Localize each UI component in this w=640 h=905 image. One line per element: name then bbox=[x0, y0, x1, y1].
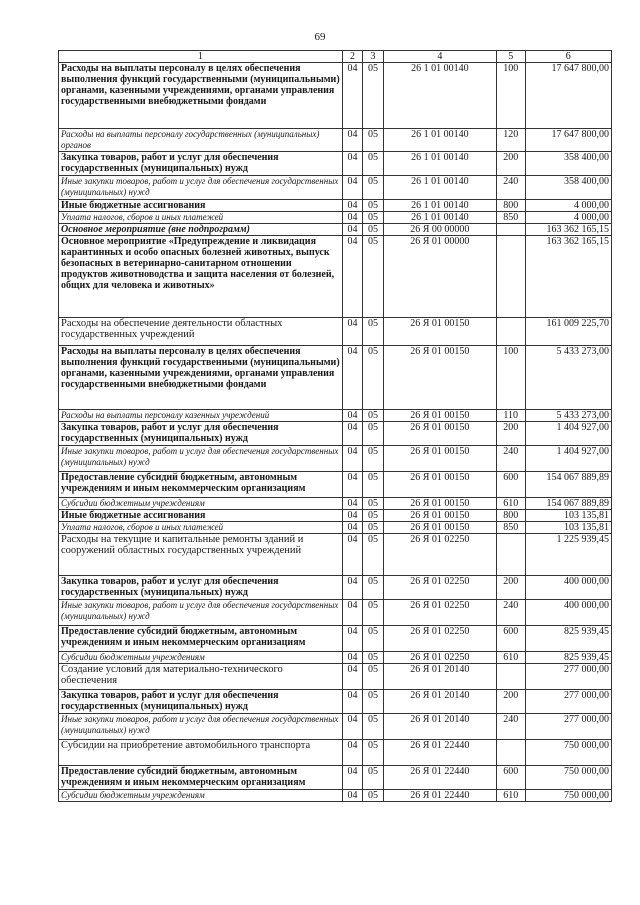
row-expense-type-cell bbox=[496, 740, 525, 766]
row-podrazdel-cell: 05 bbox=[363, 498, 384, 510]
table-row bbox=[59, 422, 612, 446]
row-target-code-cell: 26 Я 01 00150 bbox=[383, 318, 496, 346]
row-podrazdel-cell: 05 bbox=[363, 200, 384, 212]
row-name-cell: Закупка товаров, работ и услуг для обеспечения государственных (муниципальных) нужд bbox=[59, 576, 343, 600]
row-amount-cell: 1 404 927,00 bbox=[525, 422, 611, 446]
row-name-cell: Иные бюджетные ассигнования bbox=[59, 200, 343, 212]
row-amount-cell: 400 000,00 bbox=[525, 600, 611, 626]
row-amount-cell: 5 433 273,00 bbox=[525, 346, 611, 410]
row-name-cell: Иные бюджетные ассигнования bbox=[59, 510, 343, 522]
row-target-code-cell: 26 Я 00 00000 bbox=[383, 224, 496, 236]
row-expense-type-cell bbox=[496, 236, 525, 318]
row-razdel-cell: 04 bbox=[342, 626, 363, 652]
row-name-cell: Иные закупки товаров, работ и услуг для обеспечения государственных (муниципальных) нужд bbox=[59, 600, 343, 626]
table-row bbox=[59, 212, 612, 224]
row-amount-cell: 750 000,00 bbox=[525, 740, 611, 766]
row-name-cell: Субсидии бюджетным учреждениям bbox=[59, 498, 343, 510]
table-row bbox=[59, 664, 612, 690]
row-podrazdel-cell: 05 bbox=[363, 626, 384, 652]
row-podrazdel-cell: 05 bbox=[363, 740, 384, 766]
row-podrazdel-cell: 05 bbox=[363, 152, 384, 176]
row-target-code-cell: 26 1 01 00140 bbox=[383, 212, 496, 224]
row-expense-type-cell: 100 bbox=[496, 346, 525, 410]
row-name-cell: Закупка товаров, работ и услуг для обеспечения государственных (муниципальных) нужд bbox=[59, 690, 343, 714]
row-target-code-cell: 26 Я 01 02250 bbox=[383, 626, 496, 652]
row-name-cell: Основное мероприятие «Предупреждение и ликвидация карантинных и особо опасных болезней животных, выпуск безопасных в ветеринарно-санитарном отношении продуктов животноводства и защита населения от болезней, общих для человека и животных» bbox=[59, 236, 343, 318]
table-row bbox=[59, 129, 612, 152]
row-target-code-cell: 26 Я 01 00150 bbox=[383, 422, 496, 446]
row-expense-type-cell: 610 bbox=[496, 790, 525, 802]
row-podrazdel-cell: 05 bbox=[363, 790, 384, 802]
table-row bbox=[59, 200, 612, 212]
row-razdel-cell: 04 bbox=[342, 766, 363, 790]
row-target-code-cell: 26 Я 01 02250 bbox=[383, 652, 496, 664]
row-target-code-cell: 26 Я 01 02250 bbox=[383, 576, 496, 600]
row-name-cell: Иные закупки товаров, работ и услуг для обеспечения государственных (муниципальных) нужд bbox=[59, 446, 343, 472]
row-amount-cell: 277 000,00 bbox=[525, 714, 611, 740]
table-row bbox=[59, 790, 612, 802]
row-name-cell: Создание условий для материально-технического обеспечения bbox=[59, 664, 343, 690]
row-amount-cell: 4 000,00 bbox=[525, 212, 611, 224]
row-amount-cell: 277 000,00 bbox=[525, 664, 611, 690]
row-name-cell: Расходы на выплаты персоналу казенных учреждений bbox=[59, 410, 343, 422]
row-razdel-cell: 04 bbox=[342, 534, 363, 576]
row-name-cell: Расходы на выплаты персоналу государственных (муниципальных) органов bbox=[59, 129, 343, 152]
row-podrazdel-cell: 05 bbox=[363, 576, 384, 600]
row-razdel-cell: 04 bbox=[342, 129, 363, 152]
row-expense-type-cell: 800 bbox=[496, 200, 525, 212]
table-body bbox=[59, 63, 612, 802]
row-name-cell: Расходы на выплаты персоналу в целях обеспечения выполнения функций государственными (муниципальными) органами, казенными учреждениями, органами управления государственными внебюджетными фондами bbox=[59, 346, 343, 410]
row-podrazdel-cell: 05 bbox=[363, 652, 384, 664]
row-target-code-cell: 26 Я 01 22440 bbox=[383, 790, 496, 802]
row-podrazdel-cell: 05 bbox=[363, 690, 384, 714]
header-name: 1 bbox=[59, 51, 343, 63]
row-expense-type-cell: 200 bbox=[496, 422, 525, 446]
table-row bbox=[59, 472, 612, 498]
row-expense-type-cell bbox=[496, 534, 525, 576]
row-podrazdel-cell: 05 bbox=[363, 224, 384, 236]
row-amount-cell: 154 067 889,89 bbox=[525, 472, 611, 498]
row-amount-cell: 17 647 800,00 bbox=[525, 129, 611, 152]
row-name-cell: Основное мероприятие (вне подпрограмм) bbox=[59, 224, 343, 236]
row-expense-type-cell: 610 bbox=[496, 652, 525, 664]
row-razdel-cell: 04 bbox=[342, 176, 363, 200]
row-expense-type-cell: 110 bbox=[496, 410, 525, 422]
table-row bbox=[59, 576, 612, 600]
row-expense-type-cell: 100 bbox=[496, 63, 525, 129]
row-target-code-cell: 26 1 01 00140 bbox=[383, 63, 496, 129]
table-row bbox=[59, 63, 612, 129]
table-row bbox=[59, 740, 612, 766]
table-row bbox=[59, 690, 612, 714]
row-razdel-cell: 04 bbox=[342, 714, 363, 740]
table-row bbox=[59, 346, 612, 410]
row-amount-cell: 358 400,00 bbox=[525, 176, 611, 200]
row-podrazdel-cell: 05 bbox=[363, 664, 384, 690]
row-target-code-cell: 26 Я 01 00150 bbox=[383, 522, 496, 534]
row-razdel-cell: 04 bbox=[342, 790, 363, 802]
row-expense-type-cell: 200 bbox=[496, 576, 525, 600]
row-target-code-cell: 26 Я 01 20140 bbox=[383, 690, 496, 714]
row-amount-cell: 750 000,00 bbox=[525, 766, 611, 790]
row-name-cell: Предоставление субсидий бюджетным, автономным учреждениям и иным некоммерческим организациям bbox=[59, 766, 343, 790]
row-amount-cell: 750 000,00 bbox=[525, 790, 611, 802]
row-amount-cell: 825 939,45 bbox=[525, 626, 611, 652]
row-amount-cell: 5 433 273,00 bbox=[525, 410, 611, 422]
row-amount-cell: 1 404 927,00 bbox=[525, 446, 611, 472]
row-expense-type-cell: 850 bbox=[496, 212, 525, 224]
row-razdel-cell: 04 bbox=[342, 522, 363, 534]
row-name-cell: Расходы на выплаты персоналу в целях обеспечения выполнения функций государственными (муниципальными) органами, казенными учреждениями, органами управления государственными внебюджетными фондами bbox=[59, 63, 343, 129]
row-target-code-cell: 26 1 01 00140 bbox=[383, 176, 496, 200]
table-row bbox=[59, 534, 612, 576]
table-row bbox=[59, 522, 612, 534]
table-row bbox=[59, 224, 612, 236]
row-amount-cell: 163 362 165,15 bbox=[525, 224, 611, 236]
page-number: 69 bbox=[314, 31, 326, 43]
row-expense-type-cell: 240 bbox=[496, 600, 525, 626]
row-podrazdel-cell: 05 bbox=[363, 318, 384, 346]
row-podrazdel-cell: 05 bbox=[363, 766, 384, 790]
row-podrazdel-cell: 05 bbox=[363, 446, 384, 472]
row-expense-type-cell: 120 bbox=[496, 129, 525, 152]
row-expense-type-cell: 240 bbox=[496, 176, 525, 200]
row-podrazdel-cell: 05 bbox=[363, 534, 384, 576]
row-name-cell: Закупка товаров, работ и услуг для обеспечения государственных (муниципальных) нужд bbox=[59, 422, 343, 446]
row-razdel-cell: 04 bbox=[342, 63, 363, 129]
table-row bbox=[59, 446, 612, 472]
row-expense-type-cell bbox=[496, 224, 525, 236]
row-razdel-cell: 04 bbox=[342, 346, 363, 410]
row-target-code-cell: 26 1 01 00140 bbox=[383, 200, 496, 212]
row-razdel-cell: 04 bbox=[342, 664, 363, 690]
row-name-cell: Уплата налогов, сборов и иных платежей bbox=[59, 522, 343, 534]
row-target-code-cell: 26 Я 01 20140 bbox=[383, 664, 496, 690]
row-podrazdel-cell: 05 bbox=[363, 522, 384, 534]
row-razdel-cell: 04 bbox=[342, 740, 363, 766]
table-row bbox=[59, 176, 612, 200]
table-row bbox=[59, 626, 612, 652]
row-name-cell: Иные закупки товаров, работ и услуг для обеспечения государственных (муниципальных) нужд bbox=[59, 176, 343, 200]
row-target-code-cell: 26 Я 01 22440 bbox=[383, 766, 496, 790]
table-row bbox=[59, 410, 612, 422]
row-expense-type-cell: 850 bbox=[496, 522, 525, 534]
row-target-code-cell: 26 1 01 00140 bbox=[383, 129, 496, 152]
row-amount-cell: 163 362 165,15 bbox=[525, 236, 611, 318]
row-podrazdel-cell: 05 bbox=[363, 63, 384, 129]
row-target-code-cell: 26 Я 01 02250 bbox=[383, 600, 496, 626]
row-expense-type-cell: 600 bbox=[496, 626, 525, 652]
row-target-code-cell: 26 Я 01 00150 bbox=[383, 446, 496, 472]
row-name-cell: Уплата налогов, сборов и иных платежей bbox=[59, 212, 343, 224]
row-podrazdel-cell: 05 bbox=[363, 410, 384, 422]
row-target-code-cell: 26 Я 01 22440 bbox=[383, 740, 496, 766]
row-expense-type-cell bbox=[496, 664, 525, 690]
row-amount-cell: 103 135,81 bbox=[525, 510, 611, 522]
row-razdel-cell: 04 bbox=[342, 152, 363, 176]
header-podrazdel: 3 bbox=[363, 51, 384, 63]
row-amount-cell: 103 135,81 bbox=[525, 522, 611, 534]
row-amount-cell: 825 939,45 bbox=[525, 652, 611, 664]
row-amount-cell: 4 000,00 bbox=[525, 200, 611, 212]
row-name-cell: Субсидии на приобретение автомобильного транспорта bbox=[59, 740, 343, 766]
row-podrazdel-cell: 05 bbox=[363, 236, 384, 318]
row-podrazdel-cell: 05 bbox=[363, 510, 384, 522]
row-target-code-cell: 26 Я 01 20140 bbox=[383, 714, 496, 740]
row-podrazdel-cell: 05 bbox=[363, 212, 384, 224]
row-razdel-cell: 04 bbox=[342, 410, 363, 422]
row-razdel-cell: 04 bbox=[342, 236, 363, 318]
row-amount-cell: 17 647 800,00 bbox=[525, 63, 611, 129]
row-amount-cell: 154 067 889,89 bbox=[525, 498, 611, 510]
row-amount-cell: 1 225 939,45 bbox=[525, 534, 611, 576]
row-target-code-cell: 26 Я 01 00150 bbox=[383, 410, 496, 422]
row-razdel-cell: 04 bbox=[342, 224, 363, 236]
row-expense-type-cell: 240 bbox=[496, 446, 525, 472]
row-razdel-cell: 04 bbox=[342, 576, 363, 600]
row-target-code-cell: 26 Я 01 00150 bbox=[383, 346, 496, 410]
row-name-cell: Субсидии бюджетным учреждениям bbox=[59, 652, 343, 664]
row-expense-type-cell: 240 bbox=[496, 714, 525, 740]
table-header-row bbox=[59, 51, 612, 63]
row-target-code-cell: 26 Я 01 00150 bbox=[383, 498, 496, 510]
row-expense-type-cell: 800 bbox=[496, 510, 525, 522]
row-amount-cell: 400 000,00 bbox=[525, 576, 611, 600]
row-razdel-cell: 04 bbox=[342, 446, 363, 472]
row-target-code-cell: 26 Я 01 00150 bbox=[383, 510, 496, 522]
row-razdel-cell: 04 bbox=[342, 318, 363, 346]
row-razdel-cell: 04 bbox=[342, 690, 363, 714]
row-name-cell: Субсидии бюджетным учреждениям bbox=[59, 790, 343, 802]
row-podrazdel-cell: 05 bbox=[363, 714, 384, 740]
row-expense-type-cell: 600 bbox=[496, 766, 525, 790]
table-row bbox=[59, 766, 612, 790]
table-row bbox=[59, 318, 612, 346]
table-row bbox=[59, 600, 612, 626]
table-row bbox=[59, 152, 612, 176]
row-razdel-cell: 04 bbox=[342, 200, 363, 212]
row-name-cell: Закупка товаров, работ и услуг для обеспечения государственных (муниципальных) нужд bbox=[59, 152, 343, 176]
header-expense-type: 5 bbox=[496, 51, 525, 63]
row-target-code-cell: 26 Я 01 00150 bbox=[383, 472, 496, 498]
row-razdel-cell: 04 bbox=[342, 472, 363, 498]
row-target-code-cell: 26 1 01 00140 bbox=[383, 152, 496, 176]
row-podrazdel-cell: 05 bbox=[363, 472, 384, 498]
row-expense-type-cell: 610 bbox=[496, 498, 525, 510]
row-amount-cell: 161 009 225,70 bbox=[525, 318, 611, 346]
header-amount: 6 bbox=[525, 51, 611, 63]
row-amount-cell: 277 000,00 bbox=[525, 690, 611, 714]
row-name-cell: Расходы на обеспечение деятельности областных государственных учреждений bbox=[59, 318, 343, 346]
row-target-code-cell: 26 Я 01 02250 bbox=[383, 534, 496, 576]
budget-table bbox=[58, 50, 612, 802]
table-row bbox=[59, 236, 612, 318]
table-row bbox=[59, 714, 612, 740]
row-expense-type-cell: 600 bbox=[496, 472, 525, 498]
row-podrazdel-cell: 05 bbox=[363, 346, 384, 410]
row-razdel-cell: 04 bbox=[342, 498, 363, 510]
row-name-cell: Предоставление субсидий бюджетным, автономным учреждениям и иным некоммерческим организациям bbox=[59, 626, 343, 652]
row-target-code-cell: 26 Я 01 00000 bbox=[383, 236, 496, 318]
row-razdel-cell: 04 bbox=[342, 510, 363, 522]
row-razdel-cell: 04 bbox=[342, 212, 363, 224]
table-row bbox=[59, 498, 612, 510]
row-podrazdel-cell: 05 bbox=[363, 600, 384, 626]
row-amount-cell: 358 400,00 bbox=[525, 152, 611, 176]
header-razdel: 2 bbox=[342, 51, 363, 63]
row-podrazdel-cell: 05 bbox=[363, 422, 384, 446]
row-name-cell: Предоставление субсидий бюджетным, автономным учреждениям и иным некоммерческим организациям bbox=[59, 472, 343, 498]
row-expense-type-cell: 200 bbox=[496, 690, 525, 714]
row-razdel-cell: 04 bbox=[342, 600, 363, 626]
row-razdel-cell: 04 bbox=[342, 652, 363, 664]
row-podrazdel-cell: 05 bbox=[363, 129, 384, 152]
row-name-cell: Расходы на текущие и капитальные ремонты зданий и сооружений областных государственных учреждений bbox=[59, 534, 343, 576]
header-target-code: 4 bbox=[383, 51, 496, 63]
row-expense-type-cell bbox=[496, 318, 525, 346]
table-row bbox=[59, 652, 612, 664]
table-row bbox=[59, 510, 612, 522]
row-name-cell: Иные закупки товаров, работ и услуг для обеспечения государственных (муниципальных) нужд bbox=[59, 714, 343, 740]
row-razdel-cell: 04 bbox=[342, 422, 363, 446]
row-podrazdel-cell: 05 bbox=[363, 176, 384, 200]
row-expense-type-cell: 200 bbox=[496, 152, 525, 176]
